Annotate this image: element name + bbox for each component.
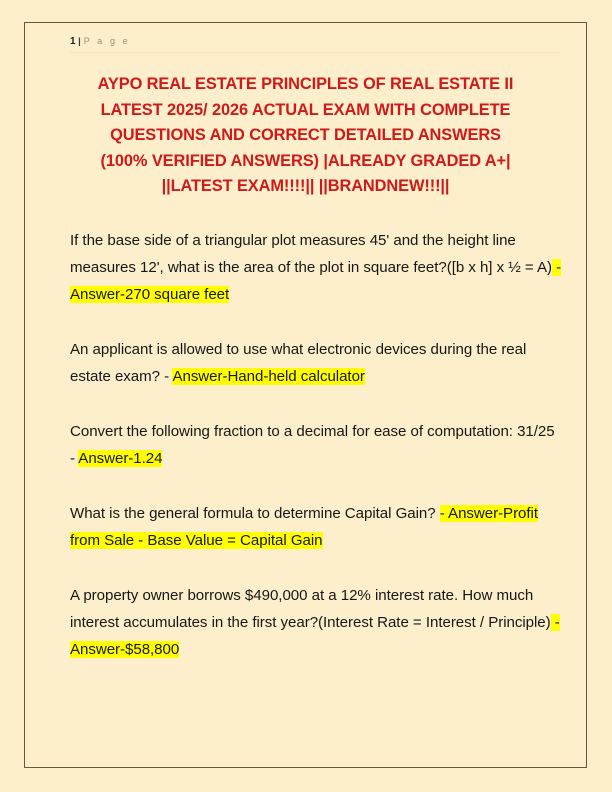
title-line-3: QUESTIONS AND CORRECT DETAILED ANSWERS [110,126,501,144]
question-text-2: An applicant is allowed to use what electronic devices during the real estate exam? - [70,341,527,385]
answer-highlight-3: Answer-1.24 [78,450,163,467]
question-text-3: Convert the following fraction to a decimal for ease of computation: 31/25 - [70,423,555,467]
answer-highlight-4: - Answer-Profit from Sale - Base Value = Capital Gain [70,505,538,549]
answer-highlight-1: - Answer-270 square feet [70,259,562,303]
page-content [24,22,587,768]
question-text-5: A property owner borrows $490,000 at a 12% interest rate. How much interest accumulates in the first year?(Interest Rate = Interest / Principle) [70,587,551,631]
answer-highlight-2: Answer-Hand-held calculator [172,368,365,385]
title-line-2: LATEST 2025/ 2026 ACTUAL EXAM WITH COMPLETE [100,100,511,119]
answer-highlight-5: - Answer-$58,800 [70,614,560,658]
header-separator: | [78,36,81,47]
header-page-number: 1 [70,36,77,47]
question-text-1: If the base side of a triangular plot measures 45' and the height line measures 12', what is the area of the plot in square feet?([b x h] x ½ = A) [70,232,552,276]
title-line-4: (100% VERIFIED ANSWERS) |ALREADY GRADED A+| [100,151,511,170]
document-title [62,72,549,200]
header-divider-rule [70,52,561,53]
question-answer-list [70,227,562,663]
qa-item-2 [70,336,562,390]
running-header [70,36,561,47]
qa-item-5 [70,582,562,663]
qa-item-1 [70,227,562,308]
question-text-4: What is the general formula to determine Capital Gain? [70,505,440,522]
qa-item-3 [70,418,562,472]
title-line-1: AYPO REAL ESTATE PRINCIPLES OF REAL ESTATE II [97,75,514,93]
title-line-5: ||LATEST EXAM!!!!|| ||BRANDNEW!!!|| [161,177,450,195]
header-page-label: P a g e [83,36,131,46]
qa-item-4 [70,500,562,554]
